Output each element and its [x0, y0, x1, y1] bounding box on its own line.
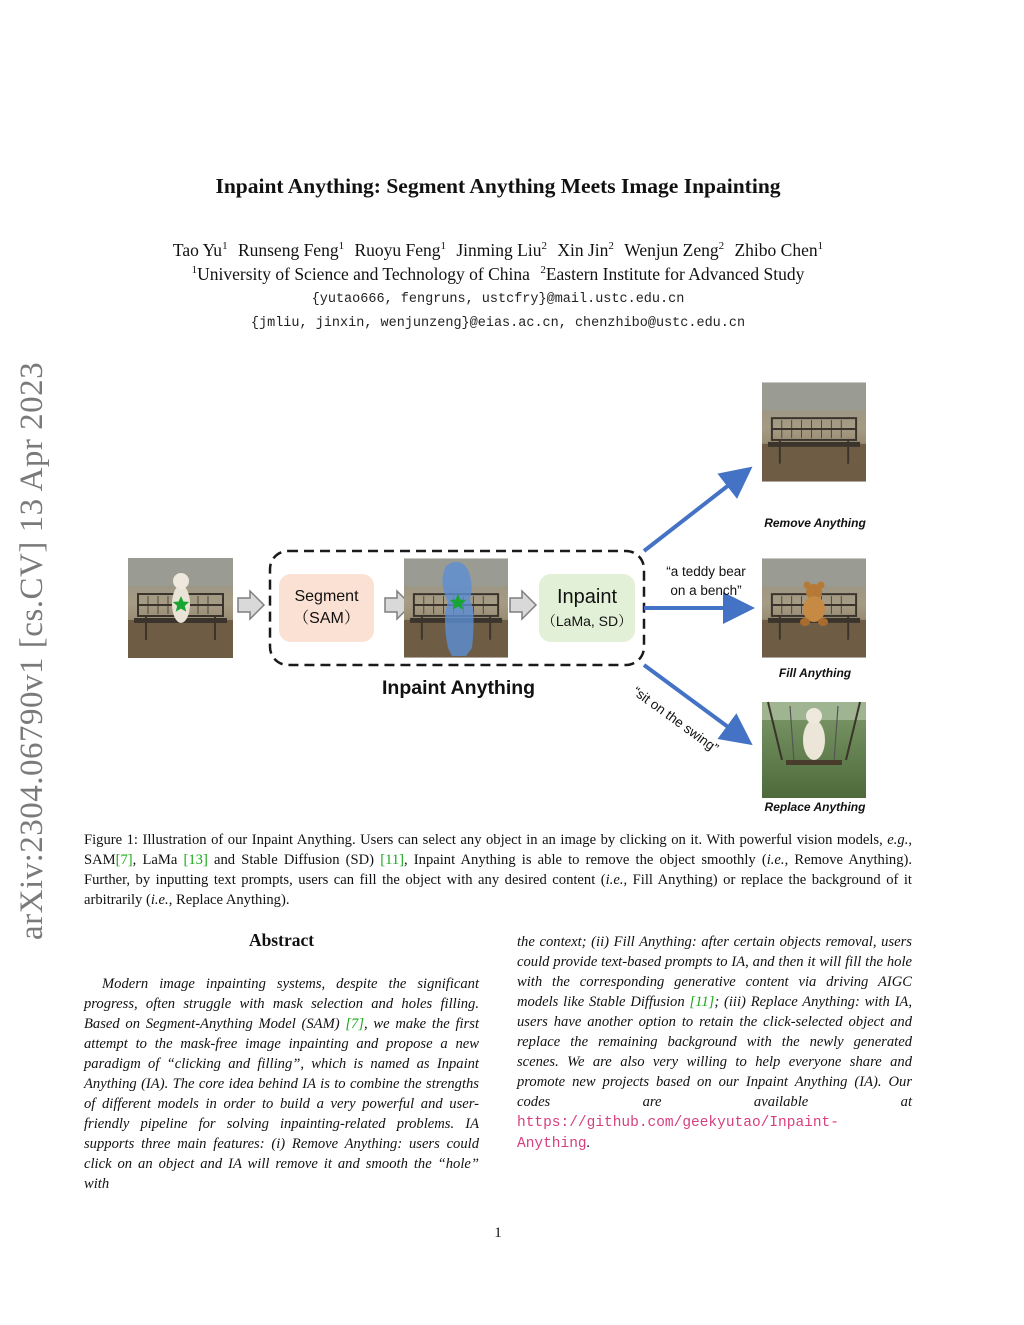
email-line-1: {yutao666, fengruns, ustcfry}@mail.ustc.edu.cn	[311, 292, 685, 307]
replace-anything-label: Replace Anything	[764, 800, 866, 814]
remove-arrow	[644, 474, 743, 551]
input-image	[128, 558, 233, 658]
figure-graphic	[118, 376, 908, 816]
citation-link[interactable]: [11]	[689, 994, 715, 1010]
affiliation: $^2$Eastern Institute for Advanced Study	[540, 264, 805, 284]
inpaint-box-label: Inpaint （LaMa, SD）	[541, 586, 633, 629]
affiliation: $^1$University of Science and Technology of China	[191, 264, 530, 284]
citation-link[interactable]: [13]	[183, 852, 208, 868]
paper-title: Inpaint Anything: Segment Anything Meets Image Inpainting	[215, 174, 781, 198]
page-number: 1	[494, 1225, 502, 1241]
fill-anything-label: Fill Anything	[778, 666, 852, 680]
github-link[interactable]: https://github.com/geekyutao/Inpaint-Anything	[517, 1115, 839, 1152]
author: Xin Jin$^2$	[557, 240, 614, 260]
remove-anything-label: Remove Anything	[764, 516, 866, 530]
fill-output-image	[762, 558, 866, 657]
author: Wenjun Zeng$^2$	[624, 240, 725, 260]
author: Jinming Liu$^2$	[456, 240, 547, 260]
remove-output-image	[762, 382, 866, 481]
pipeline-label: Inpaint Anything	[382, 677, 536, 699]
arxiv-identifier: arXiv:2304.06790v1 [cs.CV] 13 Apr 2023	[14, 361, 50, 940]
citation-link[interactable]: [7]	[115, 852, 133, 868]
citation-link[interactable]: [7]	[345, 1016, 365, 1032]
email-line-2: {jmliu, jinxin, wenjunzeng}@eias.ac.cn, chenzhibo@ustc.edu.cn	[250, 316, 746, 331]
author-list	[0, 240, 996, 261]
author: Runseng Feng$^1$	[237, 240, 345, 260]
citation-link[interactable]: [11]	[380, 852, 404, 868]
fill-prompt: “a teddy bear on a bench”	[666, 564, 746, 598]
author: Tao Yu$^1$	[172, 240, 228, 260]
masked-image	[404, 558, 508, 657]
author: Ruoyu Feng$^1$	[354, 240, 446, 260]
author: Zhibo Chen$^1$	[734, 240, 824, 260]
segment-box-label: Segment （SAM）	[293, 588, 360, 627]
abstract-left-column: Modern image inpainting systems, despite the significant progress, often struggle with mask selection and holes filling. Based on Segment-Anything Model (SAM) [7], we make the first attempt to the mask-free image inpainting and propose a new paradigm of “clicking and filling”, which is named as Inpaint Anything (IA). The core idea behind IA is to combine the strengths of different models in order to build a very powerful and user-friendly pipeline for solving inpainting-related problems. IA supports three main features: (i) Remove Anything: users could click on an object and IA will remove it and smooth the “hole” with	[84, 976, 480, 1192]
replace-output-image	[762, 702, 866, 798]
figure-caption: Figure 1: Illustration of our Inpaint Anything. Users can select any object in an image by clicking on it. With powerful vision models, e.g., SAM[7], LaMa [13] and Stable Diffusion (SD) [11], Inpaint Anything is able to remove the object smoothly (i.e., Remove Anything). Further, by inputting text prompts, users can fill the object with any desired content (i.e., Fill Anything) or replace the background of it arbitrarily (i.e., Replace Anything).	[84, 832, 912, 908]
abstract-right-column: the context; (ii) Fill Anything: after certain objects removal, users could provide text-based prompts to IA, and then it will fill the hole with the corresponding generative content via driving AIGC models like Stable Diffusion [11]; (iii) Replace Anything: with IA, users have another option to retain the click-selected object and replace the remaining background with the newly generated scenes. We are also very willing to help everyone share and promote new projects based on our Inpaint Anything (IA). Our codes are available at https://github.com/geekyutao/Inpaint-Anything.	[517, 934, 912, 1152]
figure-1	[118, 376, 908, 816]
abstract-heading: Abstract	[248, 930, 315, 950]
affiliation-list	[0, 264, 996, 285]
replace-prompt: “sit on the swing”	[630, 683, 722, 756]
